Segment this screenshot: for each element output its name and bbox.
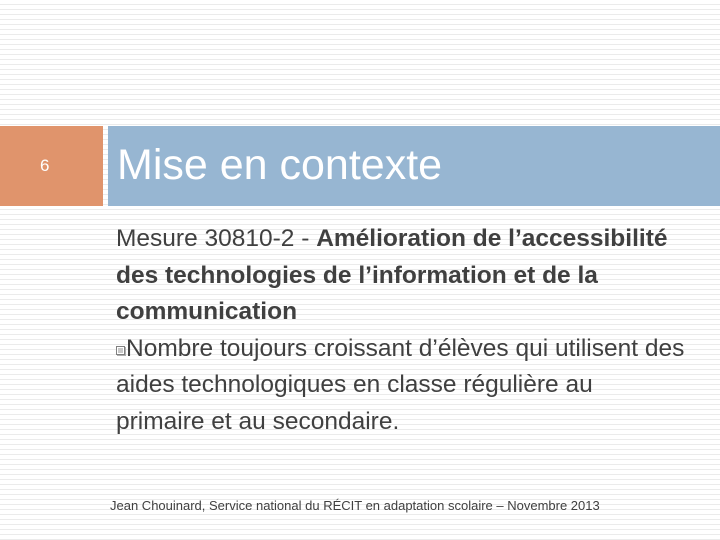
slide-title: Mise en contexte [117, 141, 443, 189]
square-bullet-icon [116, 346, 125, 355]
lead-bold-text: Amélioration de l’accessibilité des technologies de l’information et de la communication [116, 225, 668, 325]
slide-body [116, 221, 686, 440]
slide-footer: Jean Chouinard, Service national du RÉCIT en adaptation scolaire – Novembre 2013 [110, 498, 600, 513]
slide-number: 6 [40, 156, 50, 175]
bullet-text: Nombre toujours croissant d’élèves qui utilisent des aides technologiques en classe régulière au primaire et au secondaire. [116, 334, 685, 435]
lead-text: Mesure 30810-2 - [116, 225, 317, 252]
